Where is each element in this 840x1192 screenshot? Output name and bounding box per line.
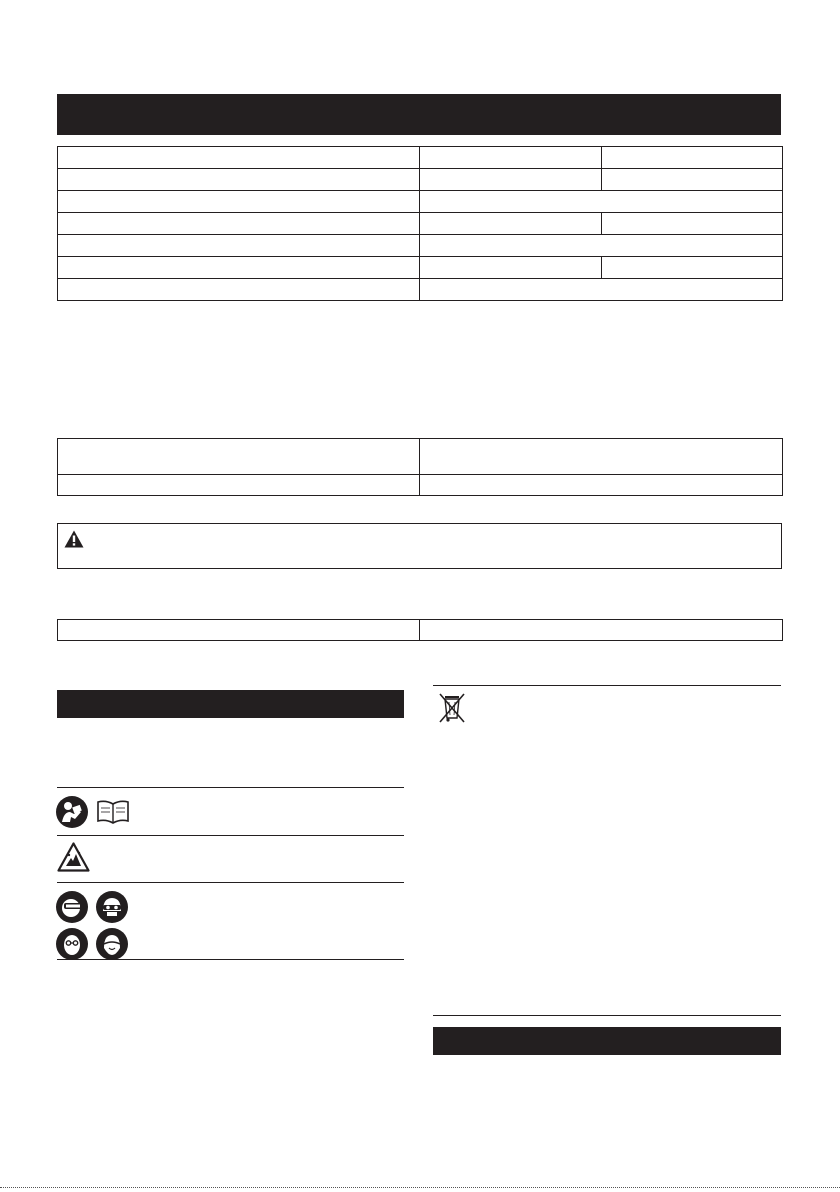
table-cell <box>602 213 783 235</box>
face-shield-icon <box>56 891 88 923</box>
table-cell <box>58 257 420 279</box>
table-cell <box>420 439 783 475</box>
symbols-section-header <box>57 690 404 718</box>
divider <box>57 959 404 960</box>
table-row <box>58 439 783 475</box>
table-cell <box>420 279 783 301</box>
eye-protection-goggles-icon <box>96 891 128 923</box>
head-protection-icon <box>96 928 128 960</box>
person-reading-manual-icon <box>56 796 88 828</box>
table-cell <box>420 213 602 235</box>
table-row <box>58 257 783 279</box>
section-header-bar <box>57 94 781 135</box>
table-cell <box>58 475 420 496</box>
table-cell <box>420 169 602 191</box>
vibration-table <box>57 619 783 641</box>
table-cell <box>602 147 783 169</box>
table-row <box>58 235 783 257</box>
table-cell <box>58 279 420 301</box>
eu-section-header <box>433 1027 781 1055</box>
table-row <box>58 169 783 191</box>
table-row <box>58 147 783 169</box>
table-cell <box>58 191 420 213</box>
instruction-book-icon <box>96 800 130 824</box>
divider <box>57 882 404 883</box>
warning-box <box>57 523 782 569</box>
divider <box>433 685 781 686</box>
table-row <box>58 475 783 496</box>
table-cell <box>602 169 783 191</box>
table-cell <box>58 147 420 169</box>
table-cell <box>420 257 602 279</box>
table-cell <box>420 191 783 213</box>
divider <box>433 1015 781 1016</box>
table-row <box>58 191 783 213</box>
table-cell <box>58 235 420 257</box>
crossed-out-wheelie-bin-icon <box>437 692 467 724</box>
warning-triangle-icon <box>64 530 84 548</box>
table-cell <box>420 475 783 496</box>
table-cell <box>420 620 783 641</box>
ear-protection-icon <box>56 928 88 960</box>
specification-table <box>57 146 783 301</box>
table-cell <box>58 213 420 235</box>
divider <box>57 787 404 788</box>
divider <box>57 835 404 836</box>
table-cell <box>420 235 783 257</box>
flying-debris-warning-icon <box>57 842 90 872</box>
table-cell <box>58 620 420 641</box>
table-cell <box>58 169 420 191</box>
table-row <box>58 620 783 641</box>
table-cell <box>420 147 602 169</box>
trim-line <box>0 1187 840 1188</box>
table-row <box>58 279 783 301</box>
noise-table <box>57 438 783 496</box>
table-cell <box>58 439 420 475</box>
table-row <box>58 213 783 235</box>
table-cell <box>602 257 783 279</box>
